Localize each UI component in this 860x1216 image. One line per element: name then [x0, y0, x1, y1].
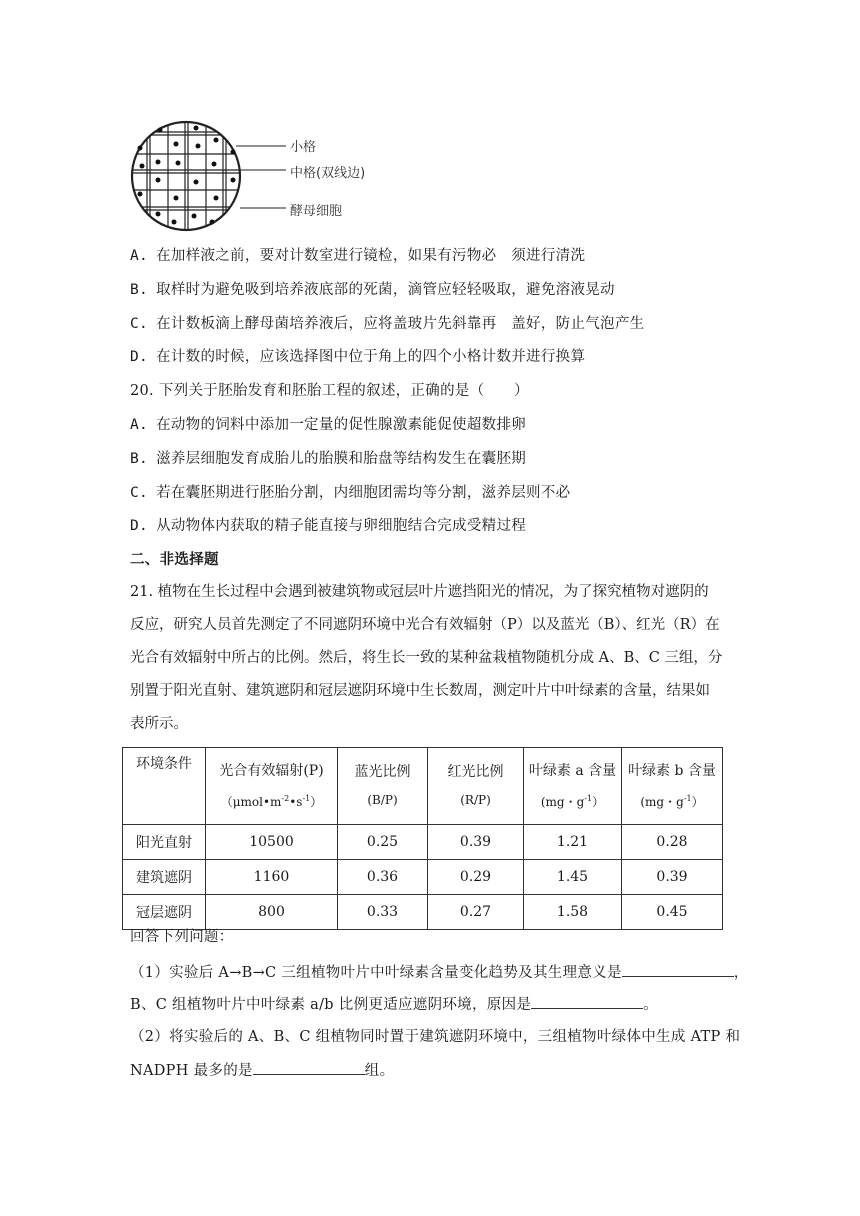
header-cell: 叶绿素 b 含量 (mg・$g^{-1}$）	[622, 748, 723, 825]
q19-option-c	[130, 314, 644, 334]
q20-option-d	[130, 516, 526, 536]
table-cell: 0.28	[622, 825, 723, 860]
table-cell: 1160	[206, 860, 338, 895]
header-cell: 红光比例 (R/P)	[428, 748, 524, 825]
header-cell: 蓝光比例 (B/P)	[338, 748, 428, 825]
option-letter: C.	[130, 485, 149, 501]
option-letter: A.	[130, 417, 149, 433]
table-row	[123, 860, 723, 895]
q21-sub1-line1	[130, 962, 749, 983]
table-cell: 0.33	[338, 895, 428, 930]
answer-prompt: 回答下列问题：	[130, 929, 234, 945]
table-header-row	[123, 748, 723, 825]
q19-option-a	[130, 246, 585, 266]
header-cell: 叶绿素 a 含量 (mg・$g^{-1}$）	[524, 748, 622, 825]
table-cell: 冠层遮阴	[123, 895, 206, 930]
option-text: 在计数板滴上酵母菌培养液后，应将盖玻片先斜靠再 盖好，防止气泡产生	[156, 316, 645, 332]
q19-option-d	[130, 347, 585, 367]
q21-stem-line: 光合有效辐射中所占的比例。然后，将生长一致的某种盆栽植物随机分成 A、B、C 三组，分	[130, 650, 723, 666]
sub1-text: B、C 组植物叶片中叶绿素 a/b 比例更适应遮阴环境，原因是	[130, 997, 532, 1013]
option-text: 在加样液之前，要对计数室进行镜检，如果有污物必 须进行清洗	[156, 248, 586, 264]
sub1-text: （1）实验后 A→B→C 三组植物叶片中叶绿素含量变化趋势及其生理意义是	[130, 965, 622, 981]
table-cell: 1.45	[524, 860, 622, 895]
option-letter: B.	[130, 282, 149, 298]
table-cell: 建筑遮阴	[123, 860, 206, 895]
table-cell: 0.27	[428, 895, 524, 930]
table-cell: 1.21	[524, 825, 622, 860]
table-cell: 800	[206, 895, 338, 930]
table-cell: 阳光直射	[123, 825, 206, 860]
table-cell: 10500	[206, 825, 338, 860]
option-letter: C.	[130, 316, 149, 332]
q21-stem-line: 别置于阳光直射、建筑遮阴和冠层遮阴环境中生长数周，测定叶片中叶绿素的含量，结果如	[130, 683, 710, 699]
q21-sub1-line2	[130, 994, 658, 1015]
option-text: 若在囊胚期进行胚胎分割，内细胞团需均等分割，滋养层则不必	[156, 485, 571, 501]
table-row	[123, 895, 723, 930]
label-yeast-cell: 酵母细胞	[290, 204, 343, 219]
q19-option-b	[130, 280, 615, 300]
q20-stem: 20. 下列关于胚胎发育和胚胎工程的叙述，正确的是（ ）	[130, 383, 529, 399]
q20-option-c	[130, 483, 570, 503]
table-cell: 0.29	[428, 860, 524, 895]
option-text: 在动物的饲料中添加一定量的促性腺激素能促使超数排卵	[156, 417, 527, 433]
q20-option-b	[130, 449, 526, 469]
option-text: 滋养层细胞发育成胎儿的胎膜和胎盘等结构发生在囊胚期	[156, 451, 527, 467]
option-text: 取样时为避免吸到培养液底部的死菌，滴管应轻轻吸取，避免溶液晃动	[156, 282, 615, 298]
q21-sub2-line1: （2）将实验后的 A、B、C 组植物同时置于建筑遮阴环境中，三组植物叶绿体中生成 ATP 和	[130, 1029, 741, 1045]
option-text: 在计数的时候，应该选择图中位于角上的四个小格计数并进行换算	[156, 349, 586, 365]
option-text: 从动物体内获取的精子能直接与卵细胞结合完成受精过程	[156, 518, 527, 534]
option-letter: D.	[130, 518, 149, 534]
header-cell: 环境条件	[123, 748, 206, 825]
section-title: 二、非选择题	[130, 552, 219, 568]
header-cell: 光合有效辐射(P) $(\mu mol•m^{-2}•s^{-1})$	[206, 748, 338, 825]
option-letter: B.	[130, 451, 149, 467]
option-letter: A.	[130, 248, 149, 264]
label-middle-grid: 中格(双线边)	[290, 166, 366, 181]
answer-blank[interactable]	[531, 994, 643, 1009]
table-cell: 0.45	[622, 895, 723, 930]
table-cell: 0.25	[338, 825, 428, 860]
hemocytometer-figure	[128, 118, 388, 236]
q21-stem	[130, 576, 735, 741]
option-letter: D.	[130, 349, 149, 365]
answer-blank[interactable]	[622, 962, 734, 977]
table-row	[123, 825, 723, 860]
label-small-grid: 小格	[290, 140, 317, 155]
table-cell: 0.36	[338, 860, 428, 895]
q21-stem-line: 表所示。	[130, 716, 188, 732]
q20-option-a	[130, 415, 526, 435]
answer-blank[interactable]	[253, 1060, 365, 1075]
results-table	[122, 747, 723, 930]
table-cell: 0.39	[428, 825, 524, 860]
sub1-punct: ，	[733, 965, 749, 981]
sub1-punct: 。	[643, 997, 658, 1013]
sub2-text-end: 组。	[364, 1063, 395, 1079]
table-cell: 1.58	[524, 895, 622, 930]
q21-sub2-line2	[130, 1060, 394, 1081]
q21-stem-line: 反应，研究人员首先测定了不同遮阴环境中光合有效辐射（P）以及蓝光（B）、红光（R）在	[130, 617, 720, 633]
table-cell: 0.39	[622, 860, 723, 895]
q21-stem-line: 21. 植物在生长过程中会遇到被建筑物或冠层叶片遮挡阳光的情况，为了探究植物对遮阴的	[130, 584, 709, 600]
sub2-text: NADPH 最多的是	[130, 1063, 253, 1079]
